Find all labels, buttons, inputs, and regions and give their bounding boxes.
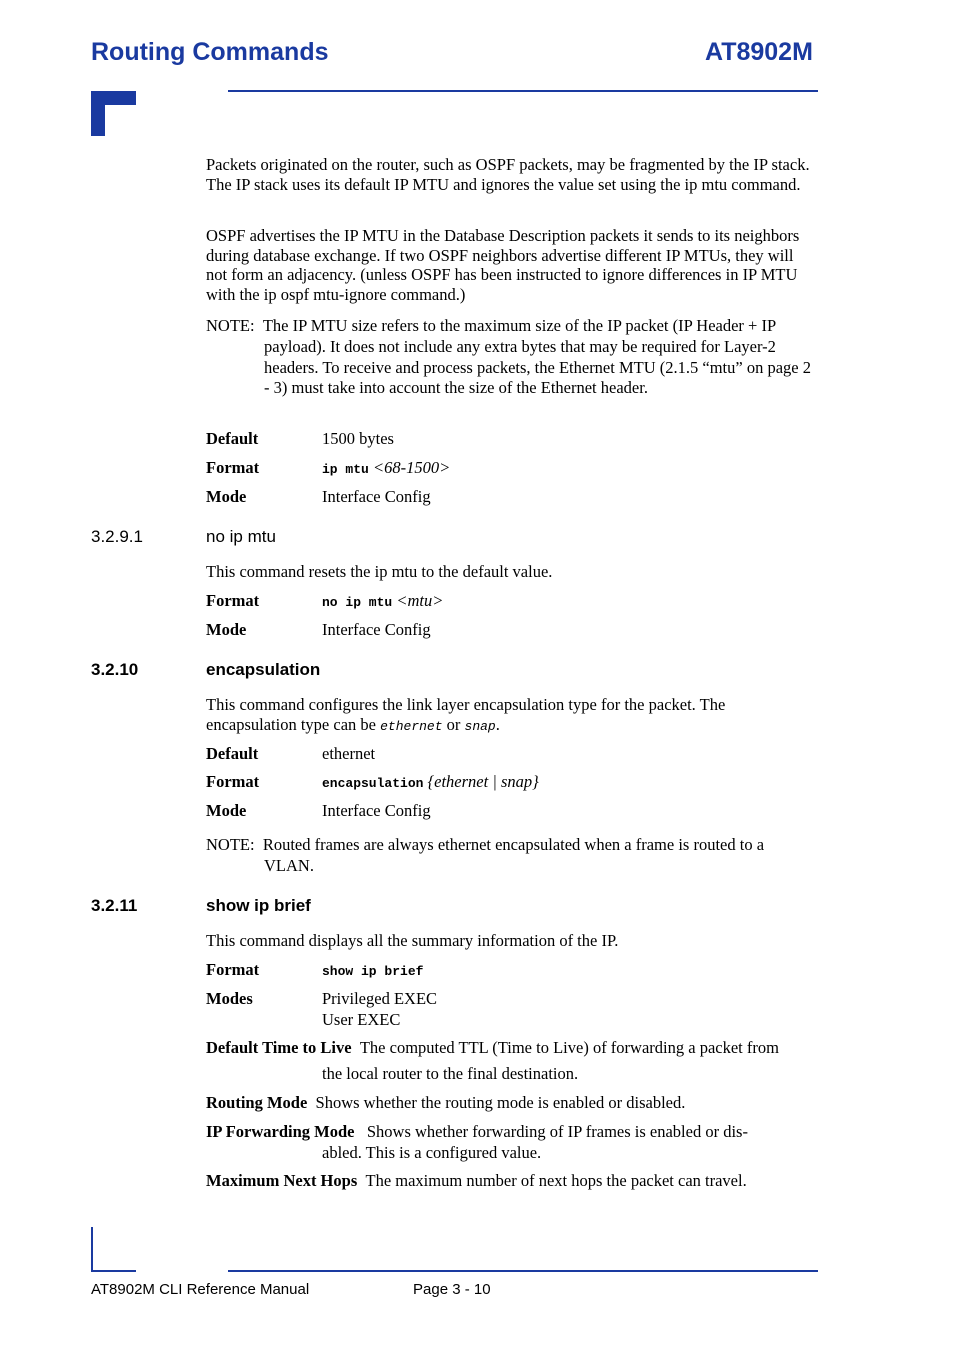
format-value <box>322 960 423 982</box>
default-label: Default <box>206 429 259 448</box>
field-description: Shows whether the routing mode is enabled or disabled. <box>315 1093 686 1112</box>
field-ip-forwarding-mode <box>206 1122 748 1142</box>
mode-value: Interface Config <box>322 801 431 820</box>
field-description: The computed TTL (Time to Live) of forwarding a packet from <box>359 1038 779 1057</box>
field-routing-mode <box>206 1093 685 1113</box>
page-header-title: Routing Commands <box>91 38 329 66</box>
mode-label: Mode <box>206 801 247 820</box>
format-label: Format <box>206 772 260 791</box>
field-default-ttl <box>206 1038 779 1058</box>
format-value <box>322 458 450 480</box>
format-command: show ip brief <box>322 964 424 979</box>
code-snap: snap <box>464 718 496 734</box>
format-argument: <68-1500> <box>372 458 451 477</box>
field-label: Maximum Next Hops <box>206 1171 358 1190</box>
field-label: Routing Mode <box>206 1093 308 1112</box>
modes-value-2: User EXEC <box>322 1010 401 1029</box>
intro-paragraph-2: OSPF advertises the IP MTU in the Database Description packets it sends to its neighbors during database exchange. If two OSPF neighbors advertise different IP MTUs, they will not form an adjacency. (unless OSPF has been instructed to ignore differences in IP MTU with the ip ospf mtu-ignore command.) <box>206 226 800 304</box>
note-mtu <box>206 316 816 399</box>
note-label: NOTE: <box>206 835 255 854</box>
encapsulation-description: This command configures the link layer encapsulation type for the packet. The encapsulation type can be ethernet or snap. <box>206 695 726 734</box>
field-ip-forwarding-mode-cont: abled. This is a configured value. <box>322 1143 542 1162</box>
default-value: ethernet <box>322 744 376 763</box>
field-description: The maximum number of next hops the packet can travel. <box>365 1171 747 1190</box>
intro-paragraph-1: Packets originated on the router, such as OSPF packets, may be fragmented by the IP stack. The IP stack uses its default IP MTU and ignores the value set using the ip mtu command. <box>206 155 810 194</box>
corner-bracket-bottom-v <box>91 1227 93 1272</box>
field-label: IP Forwarding Mode <box>206 1122 355 1141</box>
format-command: encapsulation <box>322 776 424 791</box>
field-default-ttl-cont: the local router to the final destination. <box>322 1064 579 1083</box>
default-value: 1500 bytes <box>322 429 394 448</box>
header-rule <box>228 90 818 92</box>
format-label: Format <box>206 458 260 477</box>
footer-rule <box>228 1270 818 1272</box>
corner-bracket-top-v <box>91 91 105 136</box>
note-text: Routed frames are always ethernet encapsulated when a frame is routed to a VLAN. <box>262 835 765 875</box>
format-argument: {ethernet | snap} <box>427 772 539 791</box>
footer-manual-title: AT8902M CLI Reference Manual <box>91 1281 310 1298</box>
format-label: Format <box>206 960 260 979</box>
mode-label: Mode <box>206 620 247 639</box>
section-title-encapsulation: encapsulation <box>206 660 321 679</box>
page-header-product: AT8902M <box>705 38 813 66</box>
format-label: Format <box>206 591 260 610</box>
note-label: NOTE: <box>206 316 255 335</box>
field-maximum-next-hops <box>206 1171 747 1191</box>
field-description: Shows whether forwarding of IP frames is enabled or dis- <box>366 1122 748 1141</box>
mode-value: Interface Config <box>322 620 431 639</box>
section-title-show-ip-brief: show ip brief <box>206 896 311 915</box>
format-value <box>322 591 443 613</box>
show-ip-brief-description: This command displays all the summary information of the IP. <box>206 931 619 950</box>
code-ethernet: ethernet <box>380 718 443 734</box>
note-text: The IP MTU size refers to the maximum size of the IP packet (IP Header + IP payload). It does not include any extra bytes that may be required for Layer-2 headers. To receive and process packets, the Ethernet MTU (2.1.5 “mtu” on page 2 - 3) must take into account the size of the Ethernet header. <box>262 316 811 398</box>
section-number-3291: 3.2.9.1 <box>91 527 143 546</box>
section-number-3211: 3.2.11 <box>91 896 138 915</box>
format-command: ip mtu <box>322 462 369 477</box>
format-command: no ip mtu <box>322 595 393 610</box>
default-label: Default <box>206 744 259 763</box>
mode-label: Mode <box>206 487 247 506</box>
corner-bracket-bottom-h <box>91 1270 136 1272</box>
no-ip-mtu-description: This command resets the ip mtu to the default value. <box>206 562 553 581</box>
format-argument: <mtu> <box>396 591 444 610</box>
section-number-3210: 3.2.10 <box>91 660 139 679</box>
format-value <box>322 772 539 794</box>
field-label: Default Time to Live <box>206 1038 352 1057</box>
footer-page-number: Page 3 - 10 <box>413 1281 491 1298</box>
section-title-no-ip-mtu: no ip mtu <box>206 527 276 546</box>
note-routed-frames <box>206 835 794 877</box>
modes-value-1: Privileged EXEC <box>322 989 438 1008</box>
mode-value: Interface Config <box>322 487 431 506</box>
modes-label: Modes <box>206 989 253 1008</box>
